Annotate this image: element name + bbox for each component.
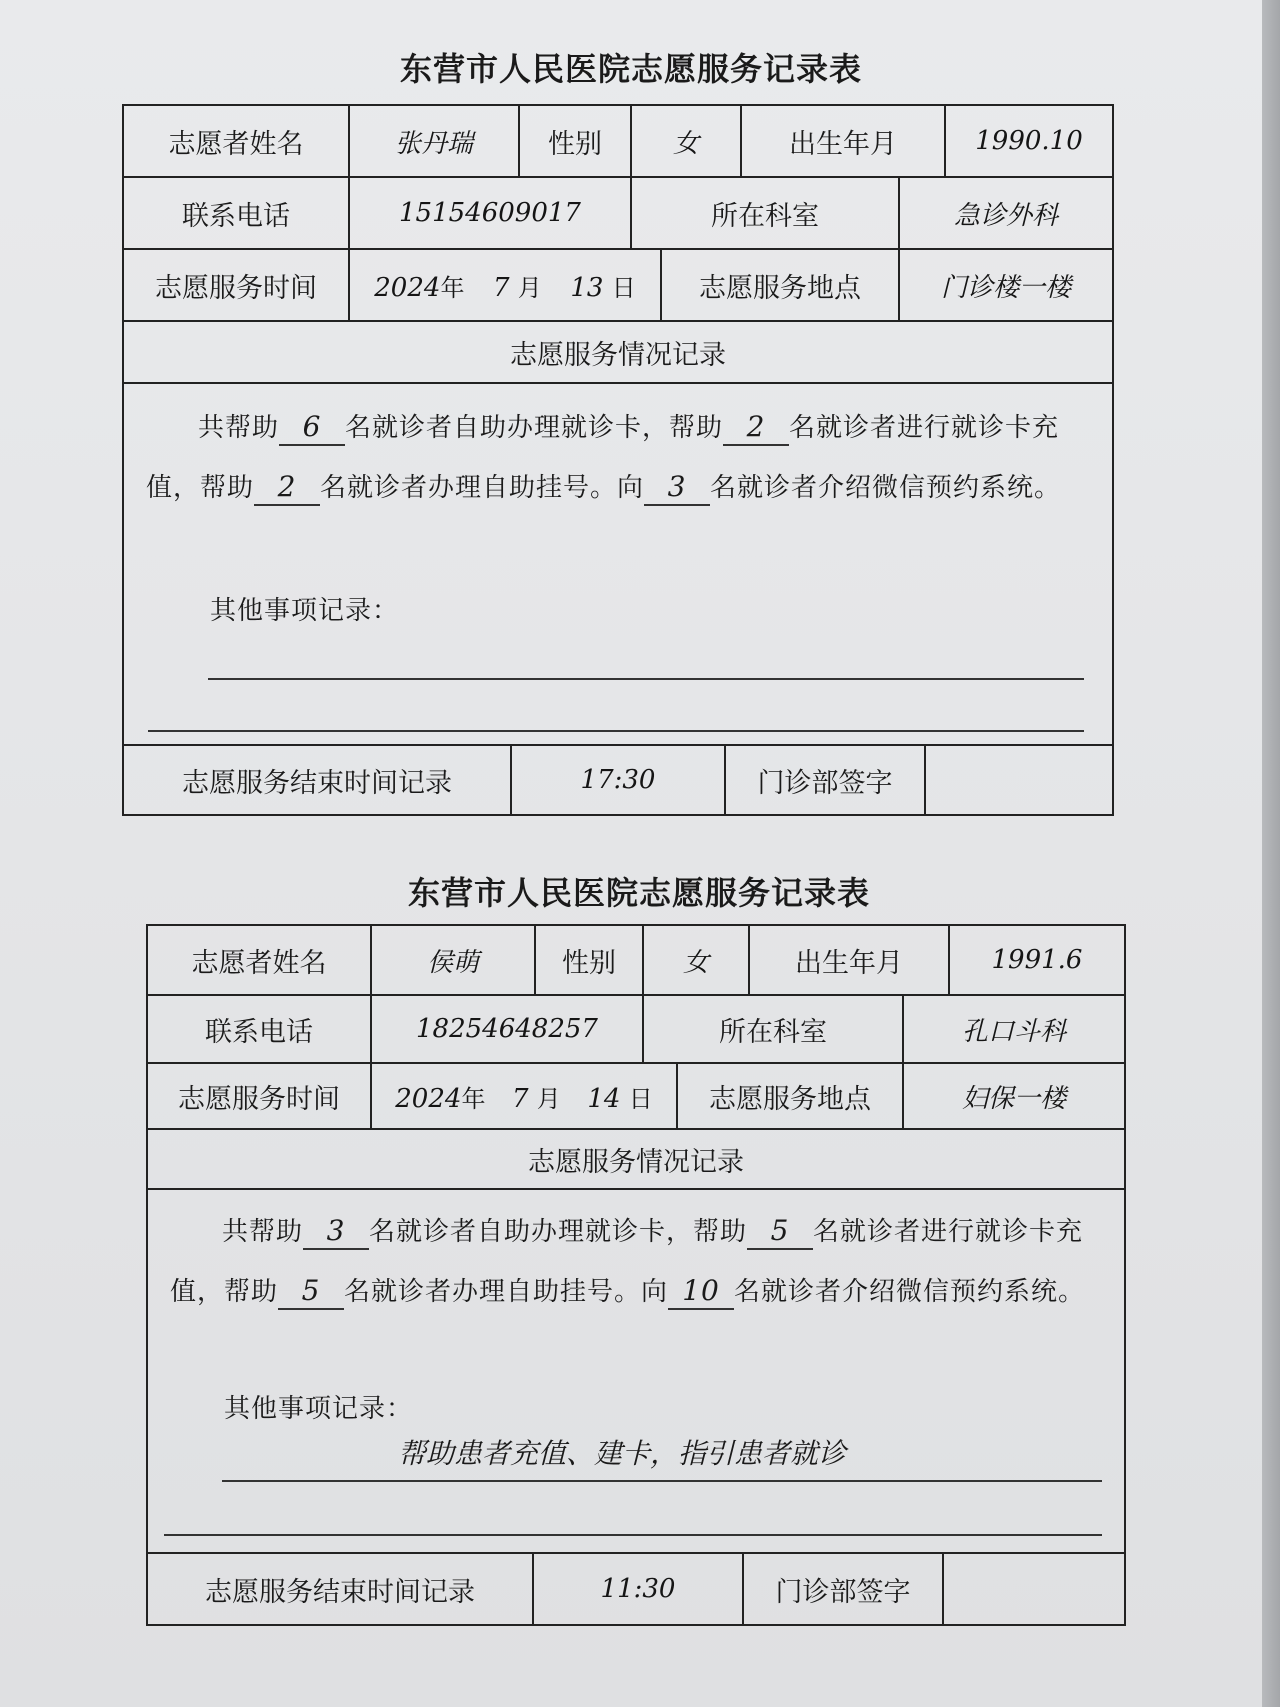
date-year: 2024年 — [395, 1083, 486, 1114]
value-gender[interactable]: 女 — [632, 106, 742, 176]
count-card-applied[interactable]: 3 — [303, 1214, 369, 1250]
form-table — [122, 104, 1114, 816]
record-header: 志愿服务情况记录 — [510, 339, 726, 371]
date-month: 7 月 — [511, 1083, 561, 1114]
value-department[interactable]: 孔口斗科 — [961, 1016, 1066, 1047]
count-wechat-intro[interactable]: 10 — [668, 1274, 734, 1310]
record-paragraph: 共帮助 3 名就诊者自助办理就诊卡，帮助 5 名就诊者进行就诊卡充值，帮助 5 名就诊者办理自助挂号。向 10 名就诊者介绍微信预约系统。 — [170, 1202, 1102, 1322]
count-card-recharge[interactable]: 2 — [723, 410, 789, 446]
row-record-header — [124, 322, 1112, 384]
row-record-header — [148, 1130, 1124, 1190]
date-day: 13 日 — [570, 272, 636, 303]
label-service-time: 志愿服务时间 — [148, 1064, 372, 1128]
value-service-date[interactable] — [350, 250, 662, 320]
label-name: 志愿者姓名 — [124, 106, 350, 176]
notes-line-1 — [222, 1480, 1102, 1482]
value-end-time[interactable]: 17:30 — [512, 746, 726, 814]
label-service-time: 志愿服务时间 — [124, 250, 350, 320]
value-service-place[interactable]: 妇保一楼 — [961, 1083, 1066, 1114]
row-record-body — [124, 384, 1112, 746]
label-end-time: 志愿服务结束时间记录 — [148, 1554, 534, 1624]
label-gender: 性别 — [520, 106, 632, 176]
label-service-place: 志愿服务地点 — [678, 1064, 904, 1128]
date-day: 14 日 — [587, 1083, 653, 1114]
value-phone[interactable]: 18254648257 — [372, 996, 644, 1062]
value-end-time[interactable]: 11:30 — [534, 1554, 744, 1624]
date-month: 7 月 — [492, 272, 542, 303]
row-personal-info — [124, 106, 1112, 178]
value-other-notes[interactable]: 帮助患者充值、建卡，指引患者就诊 — [398, 1437, 847, 1470]
form-title: 东营市人民医院志愿服务记录表 — [399, 50, 862, 88]
value-name[interactable]: 侯萌 — [372, 926, 536, 994]
label-phone: 联系电话 — [124, 178, 350, 248]
value-birth[interactable]: 1991.6 — [991, 945, 1083, 975]
label-birth: 出生年月 — [742, 106, 946, 176]
value-signature[interactable] — [944, 1554, 1124, 1624]
volunteer-record-form-2 — [0, 860, 1262, 1660]
volunteer-record-form-1 — [0, 0, 1262, 820]
count-card-recharge[interactable]: 5 — [747, 1214, 813, 1250]
label-phone: 联系电话 — [148, 996, 372, 1062]
label-other-notes: 其他事项记录： — [224, 1394, 414, 1424]
count-wechat-intro[interactable]: 3 — [644, 470, 710, 506]
count-self-register[interactable]: 5 — [278, 1274, 344, 1310]
count-card-applied[interactable]: 6 — [279, 410, 345, 446]
label-department: 所在科室 — [644, 996, 904, 1062]
count-self-register[interactable]: 2 — [254, 470, 320, 506]
value-service-place[interactable]: 门诊楼一楼 — [940, 272, 1071, 303]
value-birth[interactable]: 1990.10 — [975, 126, 1083, 156]
label-signature: 门诊部签字 — [744, 1554, 944, 1624]
label-gender: 性别 — [536, 926, 644, 994]
row-personal-info — [148, 926, 1124, 996]
form-table — [146, 924, 1126, 1626]
paper-edge — [1262, 0, 1280, 1707]
record-paragraph: 共帮助 6 名就诊者自助办理就诊卡，帮助 2 名就诊者进行就诊卡充值，帮助 2 名就诊者办理自助挂号。向 3 名就诊者介绍微信预约系统。 — [146, 398, 1090, 518]
notes-line-2 — [164, 1534, 1102, 1536]
value-signature[interactable] — [926, 746, 1112, 814]
label-end-time: 志愿服务结束时间记录 — [124, 746, 512, 814]
notes-line-2 — [148, 730, 1084, 732]
row-end-time — [124, 746, 1112, 814]
row-service-time — [124, 250, 1112, 322]
value-department[interactable]: 急诊外科 — [953, 200, 1058, 231]
label-name: 志愿者姓名 — [148, 926, 372, 994]
value-phone[interactable]: 15154609017 — [350, 178, 632, 248]
date-year: 2024年 — [374, 272, 465, 303]
row-record-body — [148, 1190, 1124, 1554]
form-title: 东营市人民医院志愿服务记录表 — [407, 874, 870, 912]
row-service-time — [148, 1064, 1124, 1130]
label-service-place: 志愿服务地点 — [662, 250, 900, 320]
row-end-time — [148, 1554, 1124, 1624]
label-department: 所在科室 — [632, 178, 900, 248]
row-contact — [148, 996, 1124, 1064]
value-service-date[interactable] — [372, 1064, 678, 1128]
record-header: 志愿服务情况记录 — [528, 1146, 744, 1178]
notes-line-1 — [208, 678, 1084, 680]
row-contact — [124, 178, 1112, 250]
label-signature: 门诊部签字 — [726, 746, 926, 814]
label-birth: 出生年月 — [750, 926, 950, 994]
value-name[interactable]: 张丹瑞 — [350, 106, 520, 176]
label-other-notes: 其他事项记录： — [210, 596, 400, 626]
value-gender[interactable]: 女 — [644, 926, 750, 994]
